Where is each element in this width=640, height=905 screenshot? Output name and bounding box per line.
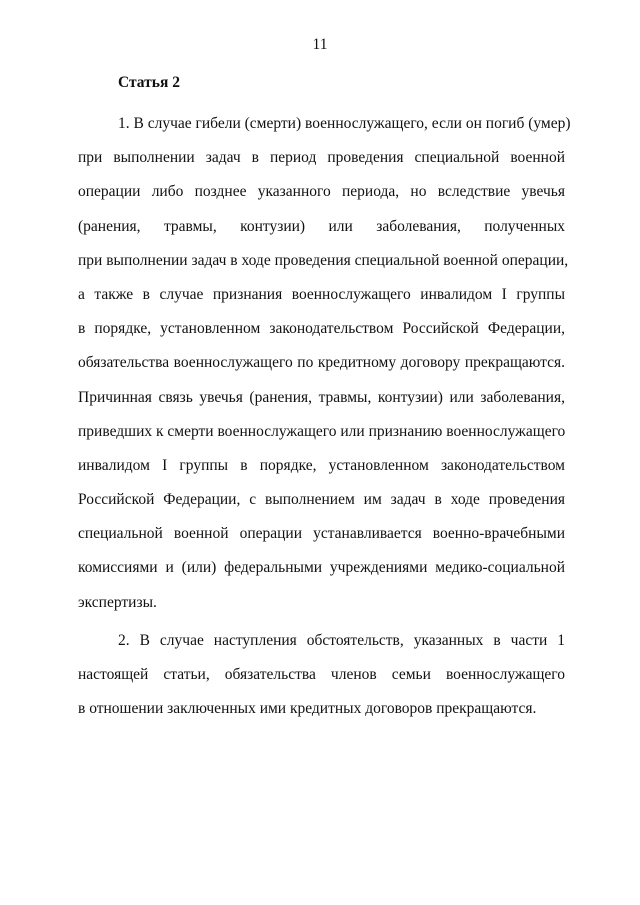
paragraph-line: настоящей статьи, обязательства членов семьи военнослужащего: [78, 666, 565, 684]
page-number: 11: [312, 36, 328, 53]
paragraph-line: при выполнении задач в период проведения специальной военной: [78, 149, 565, 167]
paragraph-line: 1. В случае гибели (смерти) военнослужащего, если он погиб (умер): [118, 115, 571, 132]
paragraph-line: при выполнении задач в ходе проведения специальной военной операции,: [78, 251, 569, 269]
paragraph-line: (ранения, травмы, контузии) или заболевания, полученных: [78, 217, 565, 235]
paragraph-line: инвалидом I группы в порядке, установленном законодательством: [78, 456, 565, 474]
paragraph-line: Российской Федерации, с выполнением им задач в ходе проведения: [78, 491, 565, 509]
paragraph-line: специальной военной операции устанавливается военно-врачебными: [78, 525, 565, 543]
paragraph-1: [78, 107, 571, 620]
paragraph-line: комиссиями и (или) федеральными учреждениями медико-социальной: [78, 559, 565, 577]
paragraph-line: в отношении заключенных ими кредитных договоров прекращаются.: [78, 700, 537, 718]
paragraph-2: [78, 624, 565, 727]
paragraph-line: обязательства военнослужащего по кредитному договору прекращаются.: [78, 354, 565, 372]
paragraph-line: а также в случае признания военнослужащего инвалидом I группы: [78, 285, 565, 303]
paragraph-line: в порядке, установленном законодательством Российской Федерации,: [78, 320, 565, 338]
article-heading: Статья 2: [118, 74, 180, 91]
paragraph-line: Причинная связь увечья (ранения, травмы, контузии) или заболевания,: [78, 388, 565, 406]
paragraph-line: экспертизы.: [78, 593, 157, 611]
paragraph-line: 2. В случае наступления обстоятельств, указанных в части 1: [118, 632, 565, 649]
paragraph-line: приведших к смерти военнослужащего или признанию военнослужащего: [78, 422, 566, 440]
paragraph-line: операции либо позднее указанного периода, но вследствие увечья: [78, 183, 565, 201]
